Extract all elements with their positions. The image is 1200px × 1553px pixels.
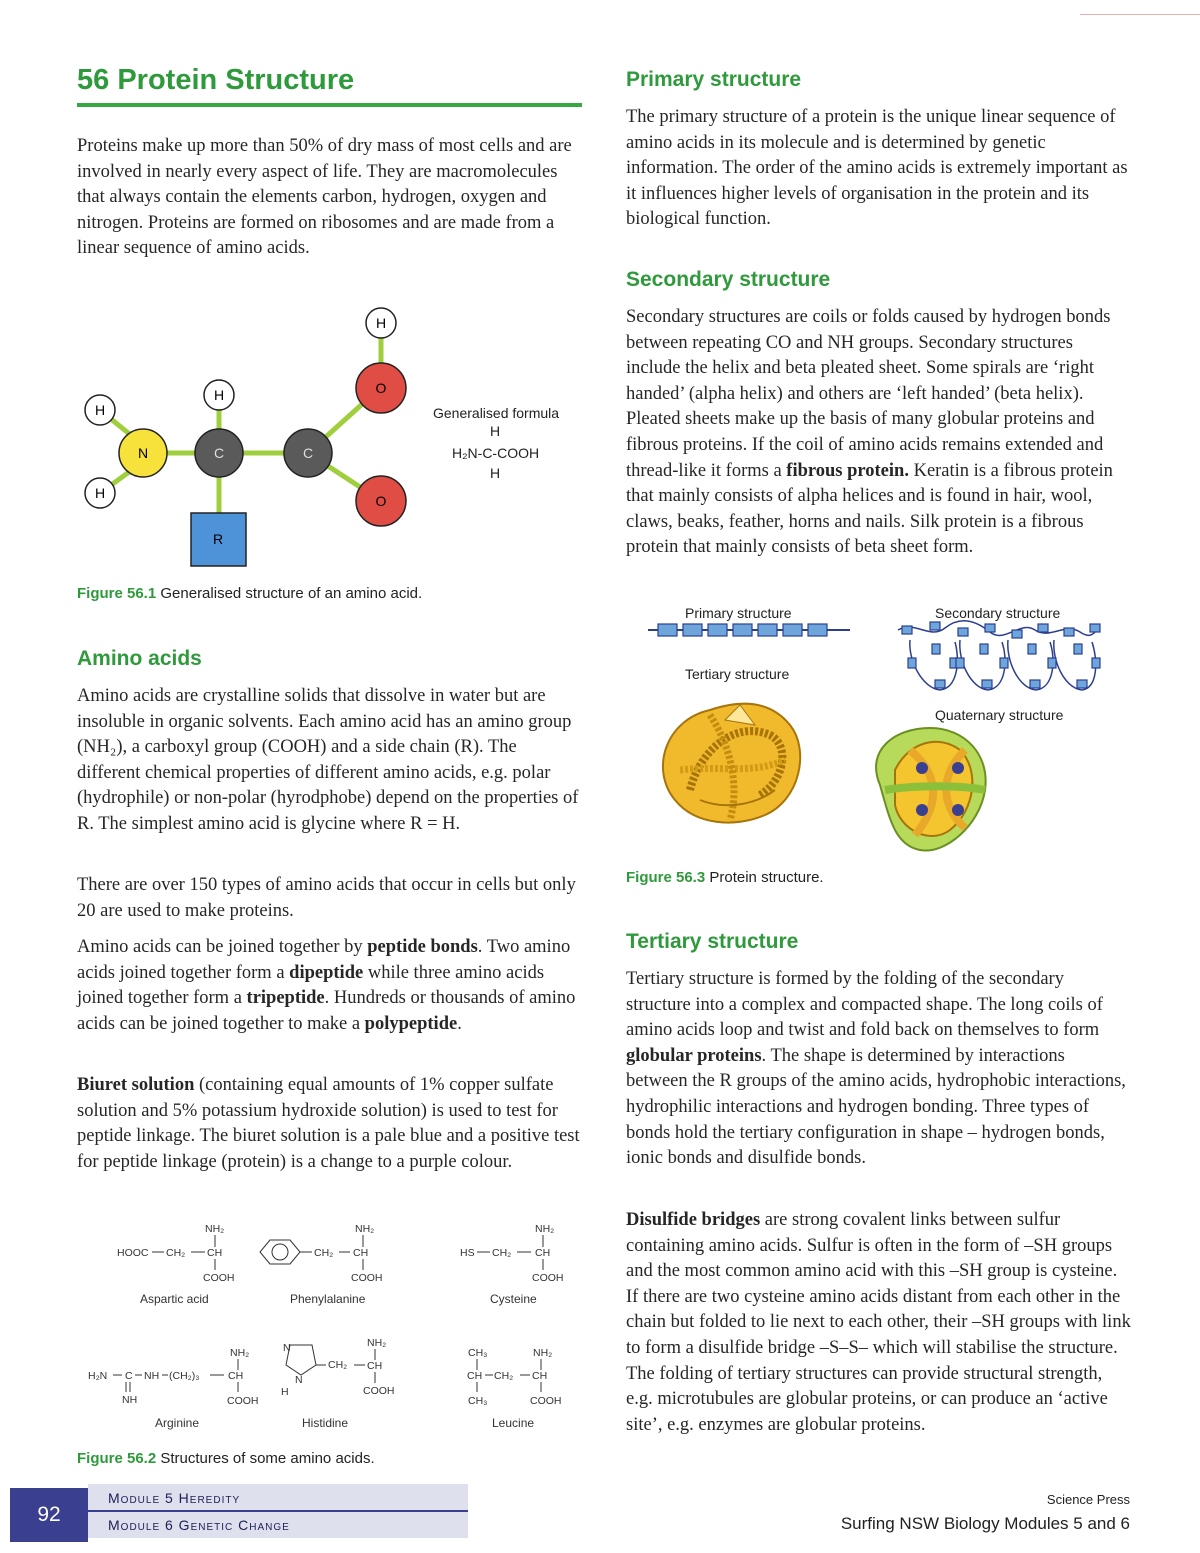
n-atom-label: N xyxy=(137,445,149,461)
secondary-helix xyxy=(898,621,1100,690)
text-run: . xyxy=(457,1013,462,1034)
term-dipeptide: dipeptide xyxy=(289,962,364,983)
chem-h2n: H₂N xyxy=(88,1370,108,1382)
chem-ch: CH xyxy=(367,1360,383,1372)
intro-paragraph: Proteins make up more than 50% of dry mass of most cells and are involved in nearly every aspect of life. They are macromolecules that always contain the elements carbon, hydrogen, oxygen and nitrogen. Proteins are formed on ribosomes and are made from a linear sequence of amino acids. xyxy=(77,136,572,259)
text-run: are strong covalent links between sulfur containing amino acids. Sulfur is often in the form of –SH groups and the most common amino acid with this –SH group is cysteine. If there are two cysteine amino acids distant from each other in the chain but folded to lie next to each other, their –SH groups with link to form a disulfide bridge –S–S– which will stabilise the structure. The folding of tertiary structures can provide structural strength, e.g. microtubules are globular proteins, or can produce an ‘active site’, e.g. enzymes are globular proteins. xyxy=(626,1210,1131,1435)
chem-nh: NH xyxy=(122,1394,138,1406)
chem-ch3: CH₃ xyxy=(468,1347,488,1359)
figure-number: Figure 56.2 xyxy=(77,1450,157,1467)
chem-hooc: HOOC xyxy=(117,1247,149,1259)
quaternary-structure-model xyxy=(876,728,986,851)
chem-ch2: CH₂ xyxy=(494,1370,514,1382)
tertiary-structure-model xyxy=(663,704,800,823)
caption-text: Generalised structure of an amino acid. xyxy=(156,585,423,602)
chem-ch2: CH₂ xyxy=(314,1247,334,1259)
chem-cooh: COOH xyxy=(203,1272,235,1284)
chem-ch: CH xyxy=(207,1247,223,1259)
term-globular-proteins: globular proteins xyxy=(626,1045,762,1066)
formula-label: Generalised formula xyxy=(433,405,560,421)
term-fibrous-protein: fibrous protein. xyxy=(786,460,909,481)
tertiary-structure-paragraph xyxy=(626,967,1131,1172)
text-run: (containing equal amounts of 1% copper sulfate solution and 5% potassium hydroxide solution) is used to test for peptide linkage. The biuret solution is a pale blue and a positive test for peptide linkage (protein) is a change to a purple colour. xyxy=(77,1075,580,1172)
chem-cooh: COOH xyxy=(363,1385,395,1397)
chem-nh2: NH₂ xyxy=(535,1223,555,1235)
chem-ch: CH xyxy=(532,1370,548,1382)
chem-ch2-3: (CH₂)₃ xyxy=(169,1370,200,1382)
formula-bottom: H xyxy=(490,465,501,481)
h-atom-label: H xyxy=(94,485,106,501)
chem-c: C xyxy=(125,1370,133,1382)
primary-chain xyxy=(648,624,850,636)
term-disulfide-bridges: Disulfide bridges xyxy=(626,1210,761,1230)
figure-number: Figure 56.1 xyxy=(77,585,157,602)
chem-ch: CH xyxy=(535,1247,551,1259)
footer-module-6: Module 6 Genetic Change xyxy=(88,1511,468,1538)
amino-acids-paragraph-1: Amino acids are crystalline solids that dissolve in water but are insoluble in organic solvents. Each amino acid has an amino group (NH₂), a carboxyl group (COOH) and a side chain (R). The different chemical properties of different amino acids, e.g. polar (hydrophile) or non-polar (hyrodphobe) depend on the properties of R. The simplest amino acid is glycine where R = H. xyxy=(77,686,579,834)
secondary-structure-paragraph xyxy=(626,305,1131,561)
biuret-paragraph xyxy=(77,1073,582,1175)
heading-primary-structure: Primary structure xyxy=(626,68,802,91)
footer-divider xyxy=(88,1510,468,1512)
figure-caption-2 xyxy=(77,1450,375,1467)
text-run: . Two amino acids joined together form a xyxy=(77,937,571,983)
formula-top: H xyxy=(490,423,501,439)
protein-structure-figure xyxy=(640,600,1120,865)
c-atom-label: C xyxy=(213,445,225,461)
chapter-title: 56 Protein Structure xyxy=(77,64,582,107)
amino-name-histidine: Histidine xyxy=(302,1416,349,1430)
chem-nh2: NH₂ xyxy=(230,1347,250,1359)
amino-name-aspartic-acid: Aspartic acid xyxy=(140,1292,209,1306)
text-run: Keratin is a fibrous protein that mainly consists of alpha helices and is found in hair, wool, claws, beaks, feather, horns and nails. Silk protein is a fibrous protein that mainly consists of beta sheet form. xyxy=(626,460,1113,558)
footer-publisher: Science Press xyxy=(1046,1492,1130,1507)
chem-cooh: COOH xyxy=(227,1395,259,1407)
amino-acids-paragraph-2: There are over 150 types of amino acids that occur in cells but only 20 are used to make proteins. xyxy=(77,875,576,921)
o-atom-label: O xyxy=(375,380,387,396)
amino-name-leucine: Leucine xyxy=(492,1416,535,1430)
h-atom-label: H xyxy=(375,315,387,331)
figure-caption-3 xyxy=(626,869,824,886)
amino-name-cysteine: Cysteine xyxy=(490,1292,537,1306)
primary-structure-paragraph: The primary structure of a protein is the unique linear sequence of amino acids in its molecule and is determined by genetic information. The order of the amino acids is extremely important as it influences higher levels of organisation in the protein and its biological function. xyxy=(626,107,1128,230)
term-tripeptide: tripeptide xyxy=(246,988,325,1009)
chem-cooh: COOH xyxy=(530,1395,562,1407)
chem-nh2: NH₂ xyxy=(355,1223,375,1235)
h-atom-label: H xyxy=(213,387,225,403)
h-atom-label: H xyxy=(94,402,106,418)
amino-acids-paragraph-3 xyxy=(77,935,582,1037)
chem-cooh: COOH xyxy=(351,1272,383,1284)
chem-nh2: NH₂ xyxy=(533,1347,553,1359)
chem-n: N xyxy=(283,1342,291,1354)
text-run: . Hundreds or thousands of amino acids can be joined together to make a xyxy=(77,988,576,1034)
chem-h: H xyxy=(281,1386,289,1398)
chem-ch3: CH₃ xyxy=(468,1395,488,1407)
text-run: while three amino acids joined together form a xyxy=(77,962,545,1009)
top-rule xyxy=(1080,14,1200,15)
chem-nh2: NH₂ xyxy=(367,1337,387,1349)
chem-ch2: CH₂ xyxy=(492,1247,512,1259)
caption-text: Structures of some amino acids. xyxy=(156,1450,375,1467)
text-run: . The shape is determined by interactions between the R groups of the amino acids, hydrophobic interactions, hydrophilic interactions and hydrogen bonding. Three types of bonds hold the tertiary configuration in shape – hydrogen bonds, ionic bonds and disulfide bonds. xyxy=(626,1045,1126,1169)
formula-main: H₂N-C-COOH xyxy=(452,445,540,461)
heading-amino-acids: Amino acids xyxy=(77,647,202,670)
term-biuret-solution: Biuret solution xyxy=(77,1075,195,1095)
o-atom-label: O xyxy=(375,493,387,509)
caption-text: Protein structure. xyxy=(705,869,824,886)
chem-nh2: NH₂ xyxy=(205,1223,225,1235)
c-atom-label: C xyxy=(302,445,314,461)
footer-book-title: Surfing NSW Biology Modules 5 and 6 xyxy=(840,1514,1130,1533)
text-run: Secondary structures are coils or folds caused by hydrogen bonds between repeating CO and NH groups. Secondary structures include the helix and beta pleated sheet. Some spirals are ‘right handed’ (alpha helix) and others are ‘left handed’ (beta helix). Pleated sheets make up the basis of many globular proteins and fibrous proteins. If the coil of amino acids remains extended and thread-like it forms a xyxy=(626,307,1111,481)
chem-nh: NH xyxy=(144,1370,160,1382)
page-number: 92 xyxy=(10,1488,88,1542)
heading-tertiary-structure: Tertiary structure xyxy=(626,930,799,953)
chem-hs: HS xyxy=(460,1247,475,1259)
amino-name-arginine: Arginine xyxy=(155,1416,200,1430)
text-run: Amino acids can be joined together by xyxy=(77,937,368,957)
amino-acid-structures xyxy=(80,1215,585,1440)
amino-acid-diagram xyxy=(70,300,590,580)
label-primary-structure: Primary structure xyxy=(685,605,792,621)
chem-ch: CH xyxy=(353,1247,369,1259)
heading-secondary-structure: Secondary structure xyxy=(626,268,831,291)
footer-module-5: Module 5 Heredity xyxy=(88,1484,468,1511)
term-polypeptide: polypeptide xyxy=(364,1013,458,1034)
label-secondary-structure: Secondary structure xyxy=(935,605,1061,621)
amino-name-phenylalanine: Phenylalanine xyxy=(290,1292,366,1306)
chem-n: N xyxy=(295,1374,303,1386)
chem-ch2: CH₂ xyxy=(328,1359,348,1371)
chem-ch: CH xyxy=(467,1370,483,1382)
label-quaternary-structure: Quaternary structure xyxy=(935,707,1064,723)
r-group-label: R xyxy=(212,531,224,547)
label-tertiary-structure: Tertiary structure xyxy=(685,666,790,682)
text-run: Tertiary structure is formed by the folding of the secondary structure into a complex and compacted shape. The long coils of amino acids loop and twist and fold back on themselves to form xyxy=(626,969,1103,1041)
figure-number: Figure 56.3 xyxy=(626,869,706,886)
disulfide-paragraph xyxy=(626,1208,1131,1438)
figure-caption-1 xyxy=(77,585,422,602)
chem-ch: CH xyxy=(228,1370,244,1382)
chem-cooh: COOH xyxy=(532,1272,564,1284)
chem-ch2: CH₂ xyxy=(166,1247,186,1259)
term-peptide-bonds: peptide bonds xyxy=(367,937,478,957)
